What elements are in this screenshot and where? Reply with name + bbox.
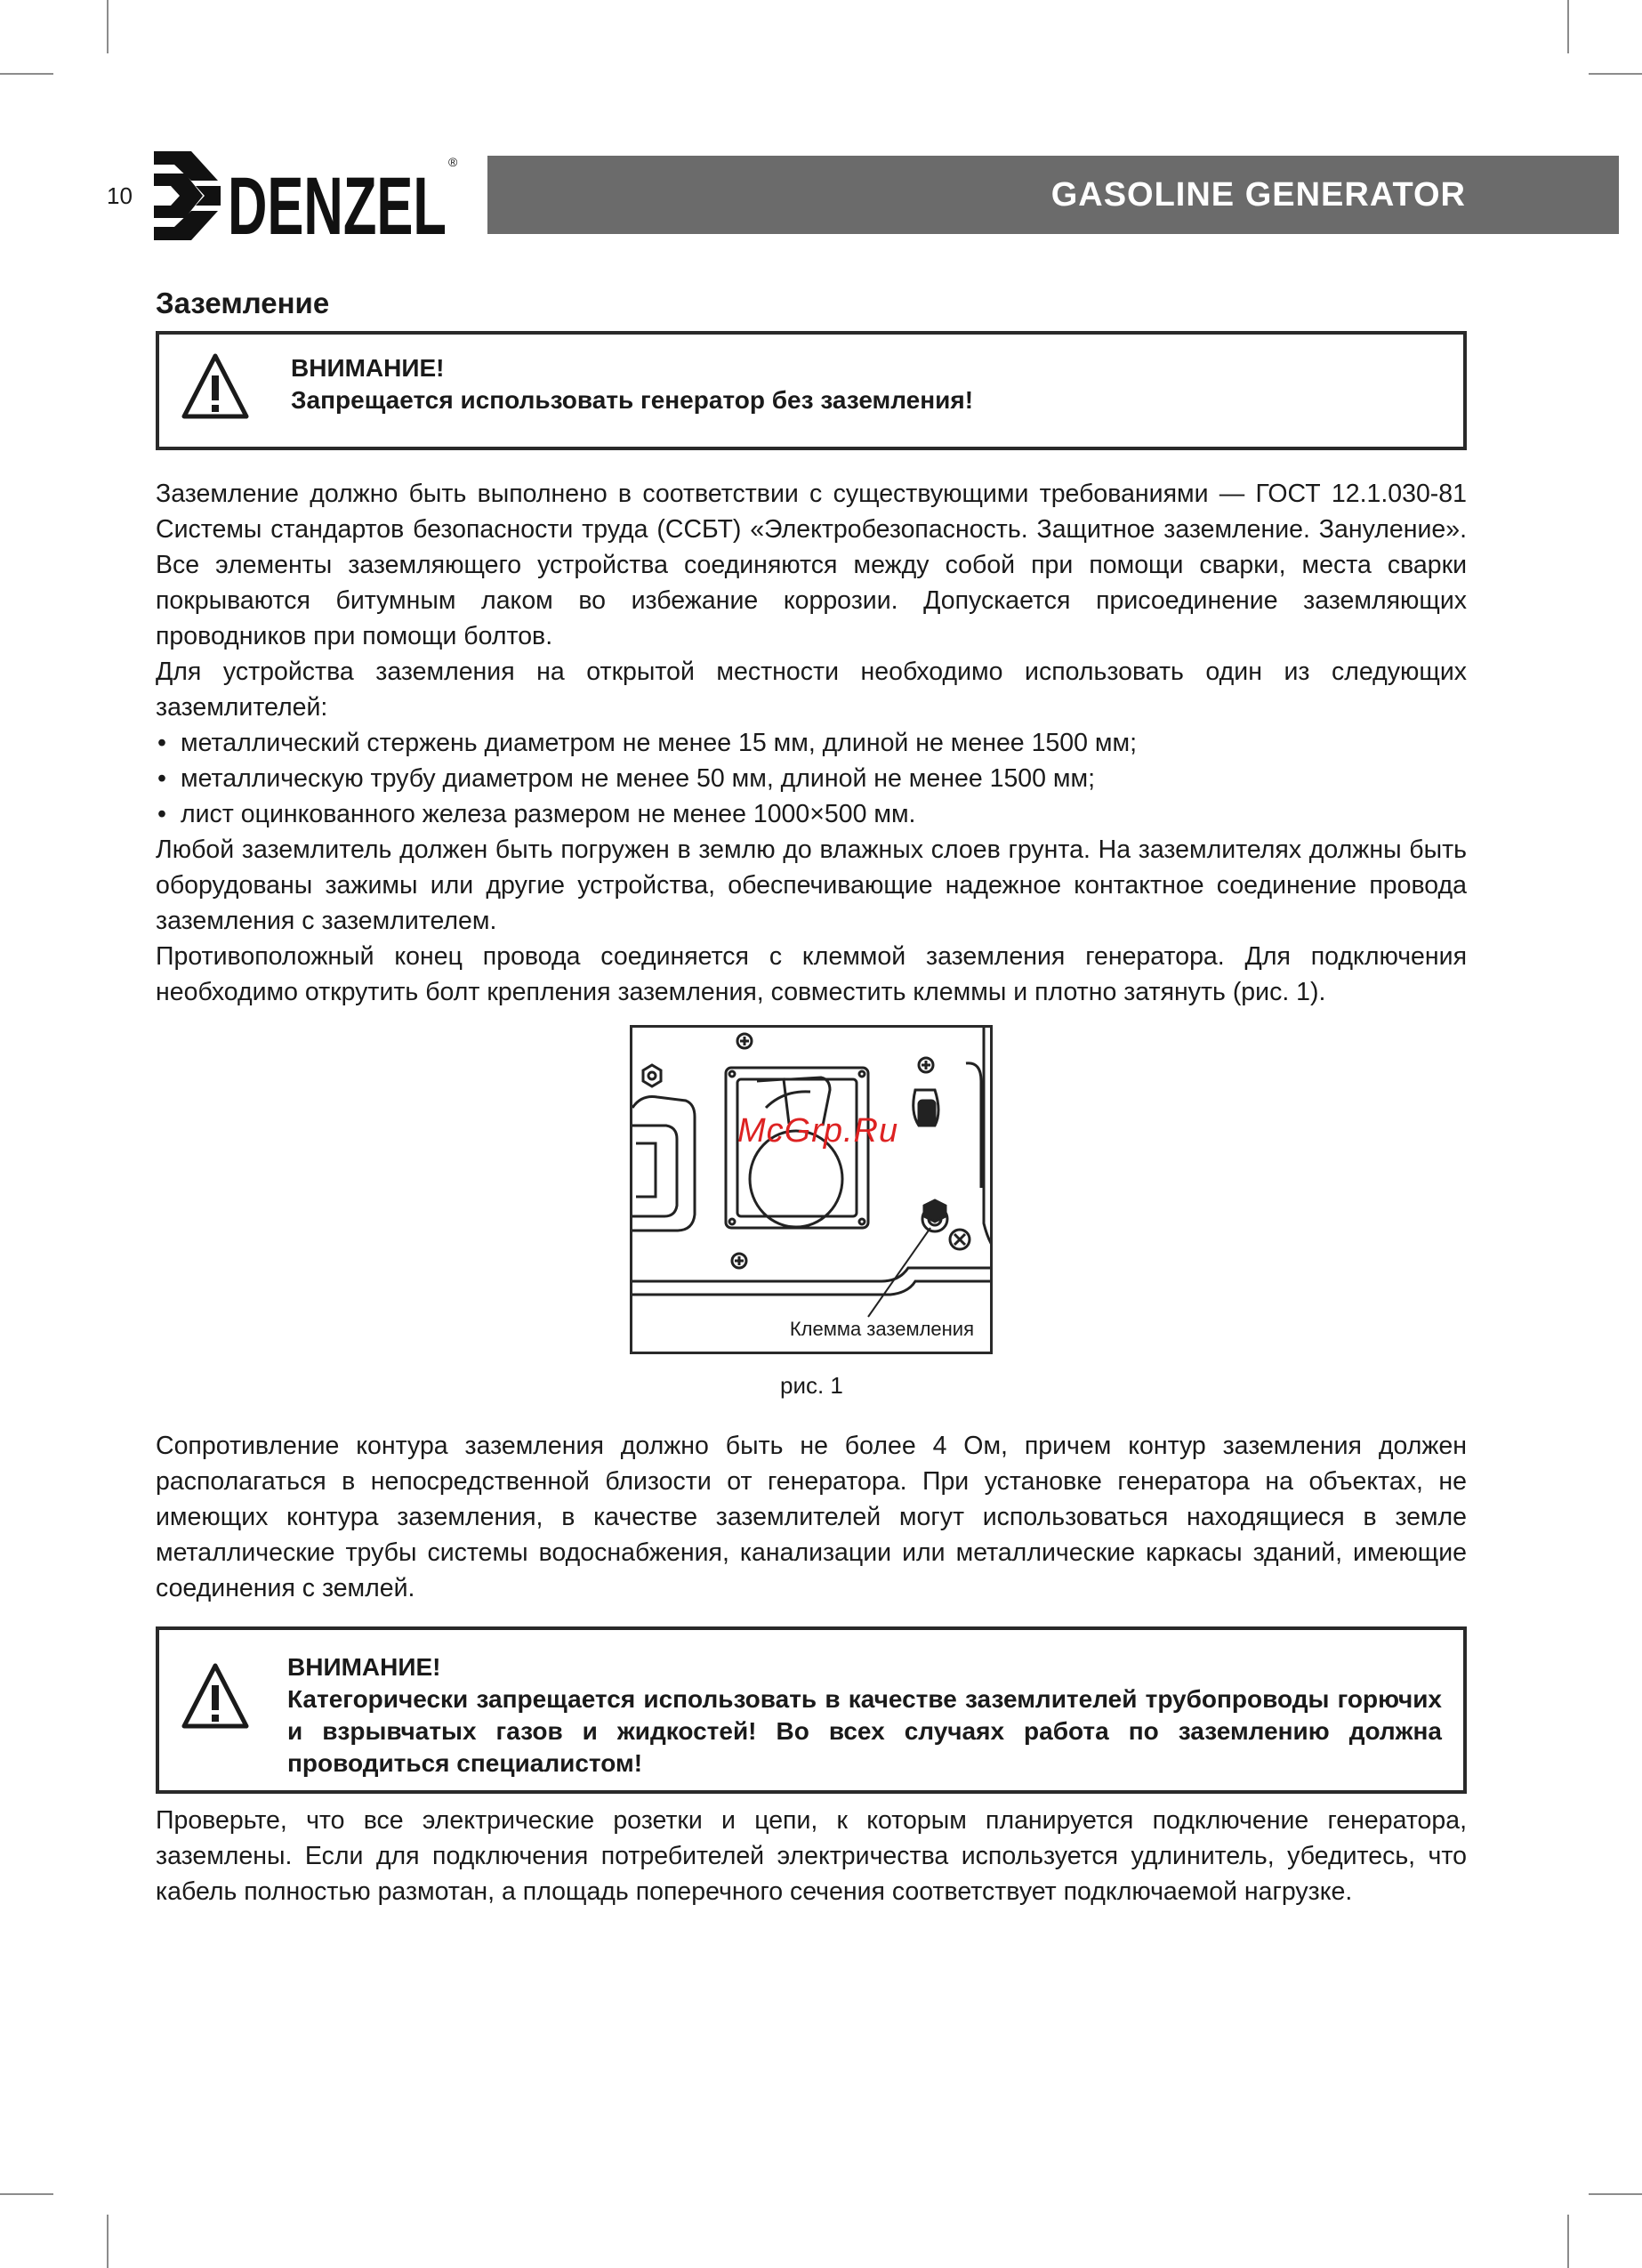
crop-mark xyxy=(107,2215,109,2268)
svg-text:®: ® xyxy=(448,155,458,169)
figure-grounding-terminal xyxy=(630,1025,993,1354)
paragraph: Заземление должно быть выполнено в соответствии с существующими требованиями — ГОСТ 12.1.030-81 Системы стандартов безопасности труда (ССБТ) «Электробезопасность. Защитное заземление. Зануление». Все элементы заземляющего устройства соединяются между собой при помощи сварки, места сварки покрываются битумным лаком во избежание коррозии. Допускается присоединение заземляющих проводников при помощи болтов. xyxy=(156,480,1467,650)
body-text-block xyxy=(156,1428,1467,1606)
paragraph: Для устройства заземления на открытой местности необходимо использовать один из следующих заземлителей: xyxy=(156,658,1467,722)
crop-mark xyxy=(1589,73,1642,75)
header-title: GASOLINE GENERATOR xyxy=(1050,175,1466,214)
section-title: Заземление xyxy=(156,287,330,319)
warning-text xyxy=(291,352,1442,416)
generator-panel-illustration xyxy=(632,1028,993,1354)
page-number: 10 xyxy=(107,182,133,209)
warning-box xyxy=(156,331,1467,450)
crop-mark xyxy=(107,0,109,53)
crop-mark xyxy=(0,2193,53,2195)
svg-text:DENZEL: DENZEL xyxy=(228,161,447,245)
warning-title: ВНИМАНИЕ! xyxy=(287,1653,441,1681)
warning-message: Категорически запрещается использовать в качестве заземлителей трубопроводы горючих и взрывчатых газов и жидкостей! Во всех случаях работа по заземлению должна проводиться специалистом! xyxy=(287,1685,1442,1777)
crop-mark xyxy=(1589,2193,1642,2195)
warning-title: ВНИМАНИЕ! xyxy=(291,354,445,382)
list-item: • металлическую трубу диаметром не менее 50 мм, длиной не менее 1500 мм; xyxy=(156,761,1467,796)
warning-box xyxy=(156,1626,1467,1794)
crop-mark xyxy=(1567,2215,1569,2268)
figure-label: Клемма заземления xyxy=(786,1318,978,1341)
denzel-logo-icon xyxy=(151,147,463,245)
figure-caption: рис. 1 xyxy=(780,1372,843,1399)
grounding-list xyxy=(156,725,1467,832)
list-item: • лист оцинкованного железа размером не менее 1000×500 мм. xyxy=(156,796,1467,832)
header-bar xyxy=(487,156,1619,234)
body-text-block xyxy=(156,476,1467,1010)
list-item: • металлический стержень диаметром не менее 15 мм, длиной не менее 1500 мм; xyxy=(156,725,1467,761)
warning-text xyxy=(287,1651,1442,1780)
brand-logo xyxy=(151,147,463,245)
warning-triangle-icon xyxy=(179,351,252,422)
paragraph: Сопротивление контура заземления должно быть не более 4 Ом, причем контур заземления должен располагаться в непосредственной близости от генератора. При установке генератора на объектах, не имеющих контура заземления, в качестве заземлителей могут использоваться находящиеся в земле металлические трубы системы водоснабжения, канализации или металлические каркасы зданий, имеющие соединения с землей. xyxy=(156,1432,1467,1602)
crop-mark xyxy=(0,73,53,75)
paragraph: Любой заземлитель должен быть погружен в землю до влажных слоев грунта. На заземлителях должны быть оборудованы зажимы или другие устройства, обеспечивающие надежное контактное соединение провода заземления с заземлителем. xyxy=(156,835,1467,935)
watermark: McGrp.Ru xyxy=(737,1112,899,1150)
body-text-block xyxy=(156,1803,1467,1909)
paragraph: Противоположный конец провода соединяется с клеммой заземления генератора. Для подключения необходимо открутить болт крепления заземления, совместить клеммы и плотно затянуть (рис. 1). xyxy=(156,942,1467,1006)
warning-triangle-icon xyxy=(179,1660,252,1731)
crop-mark xyxy=(1567,0,1569,53)
warning-message: Запрещается использовать генератор без заземления! xyxy=(291,386,974,414)
paragraph: Проверьте, что все электрические розетки и цепи, к которым планируется подключение генератора, заземлены. Если для подключения потребителей электричества используется удлинитель, убедитесь, что кабель полностью размотан, а площадь поперечного сечения соответствует подключаемой нагрузке. xyxy=(156,1806,1467,1906)
